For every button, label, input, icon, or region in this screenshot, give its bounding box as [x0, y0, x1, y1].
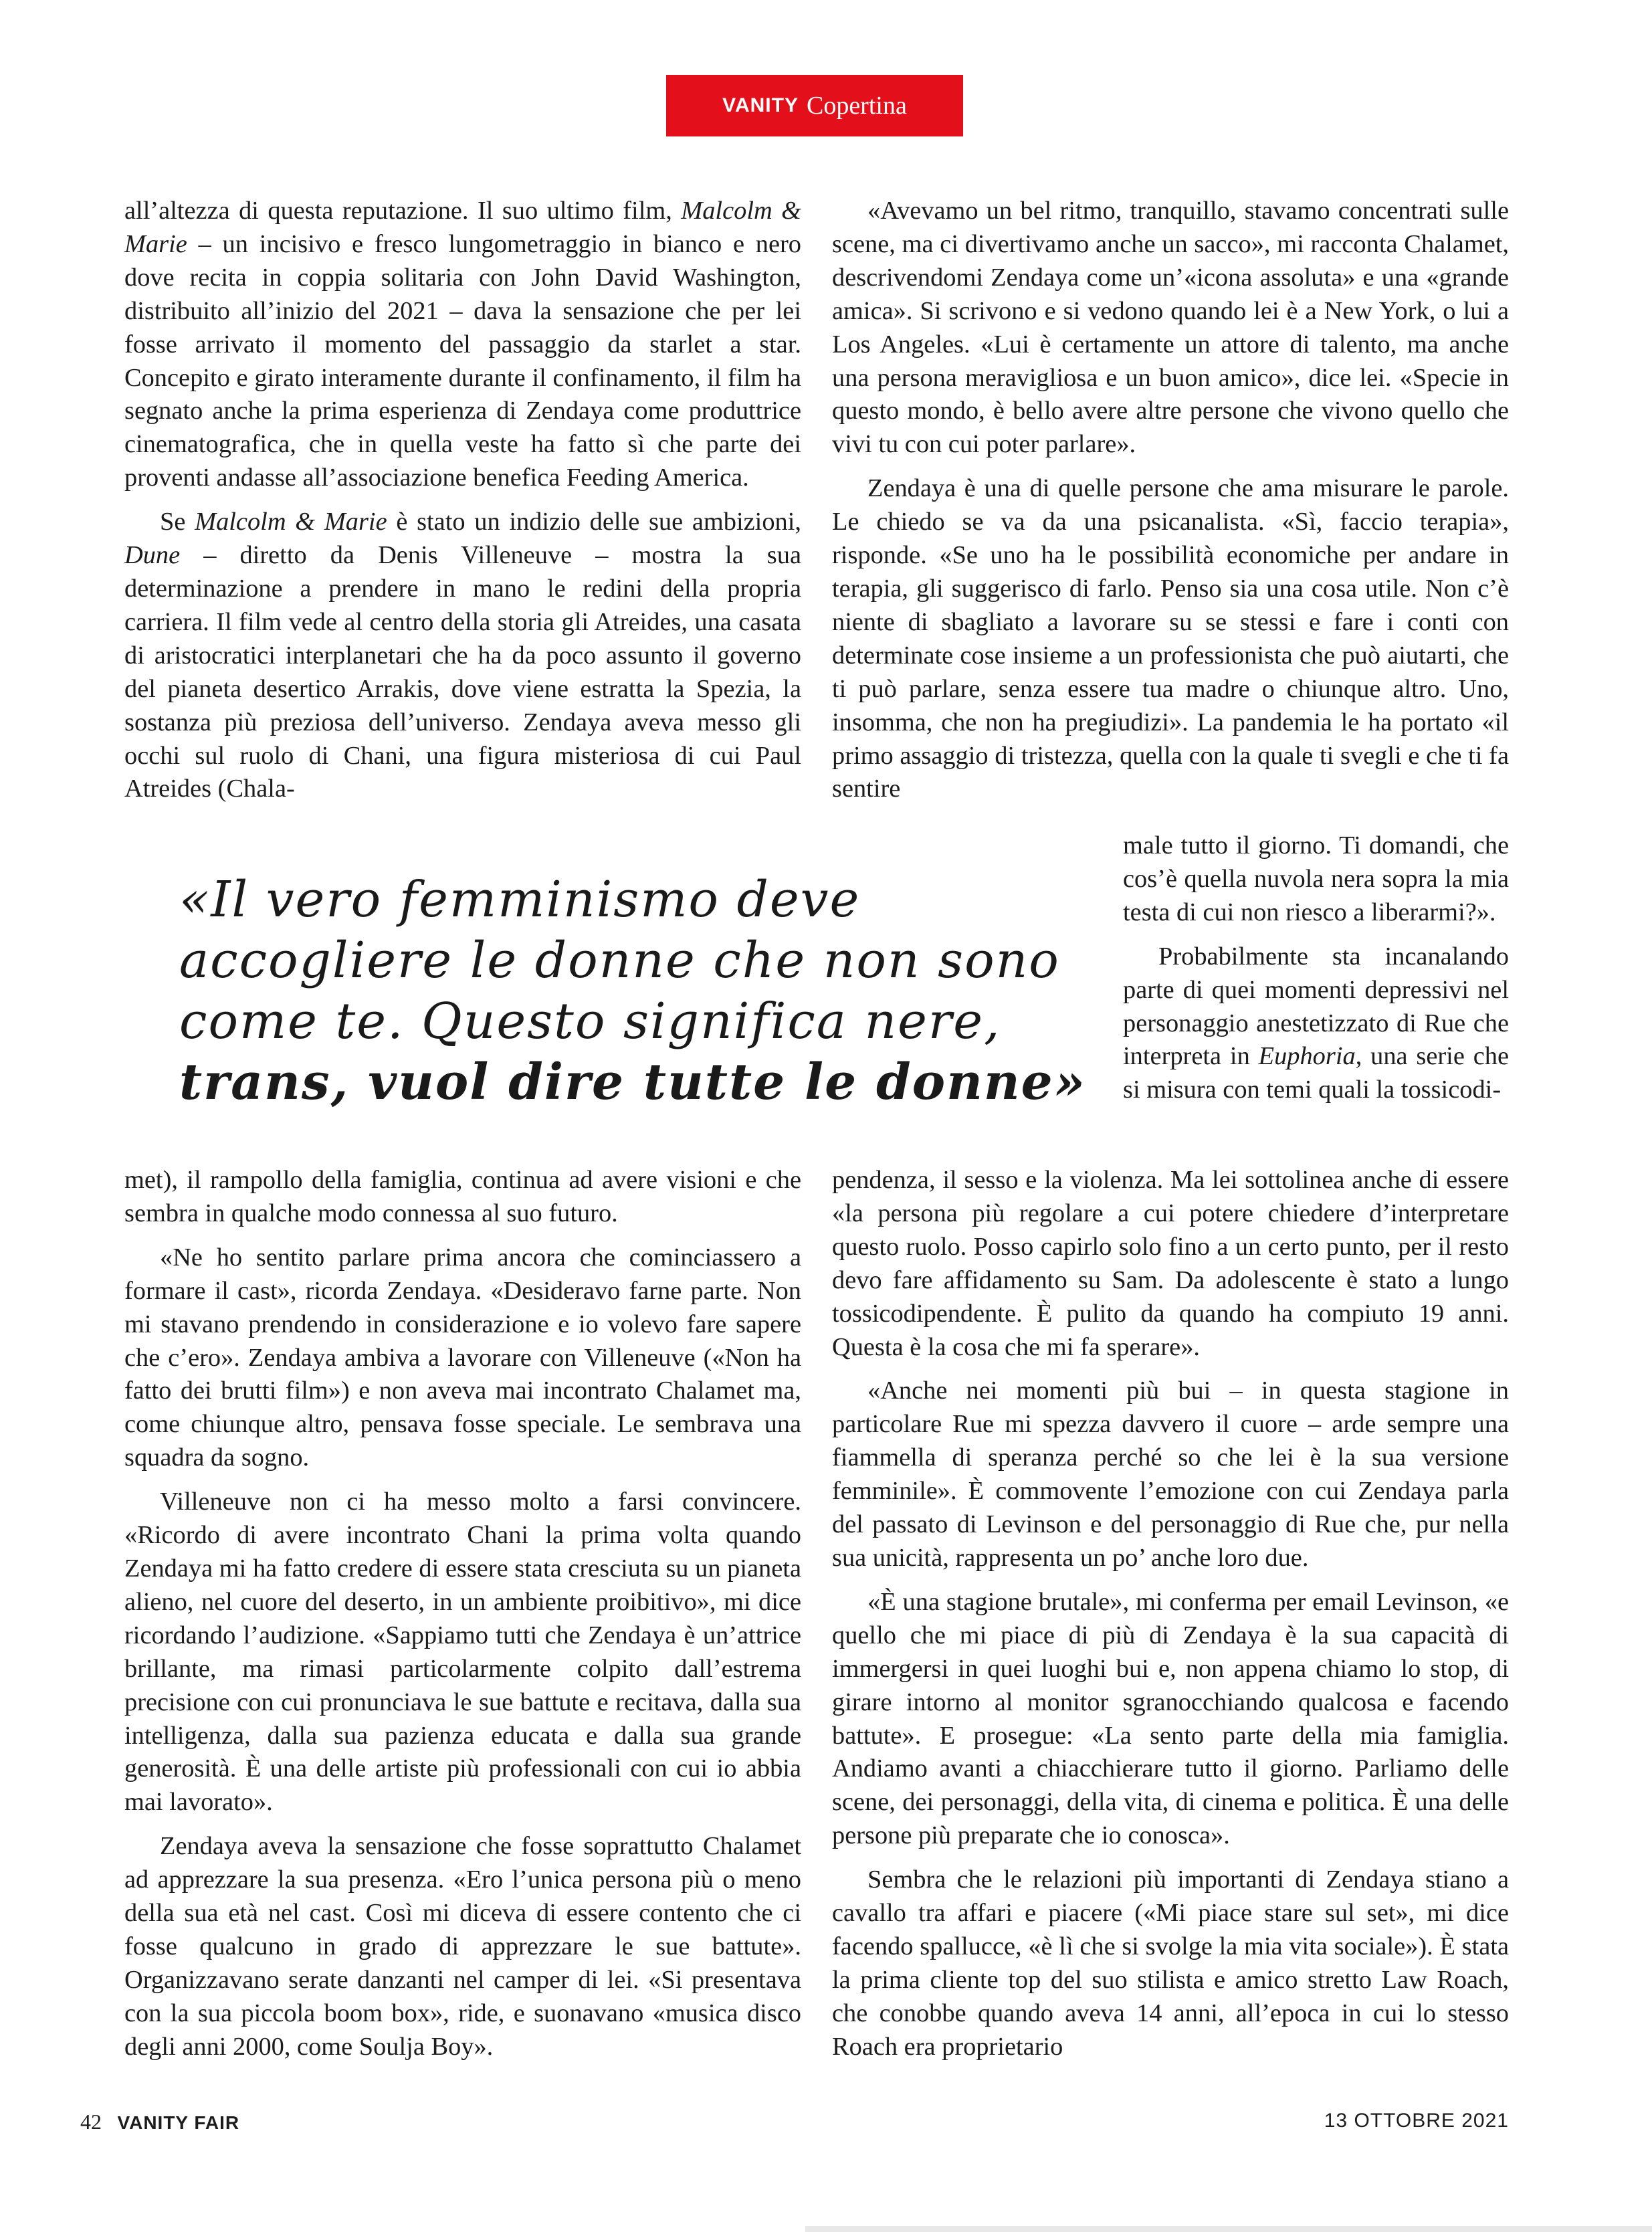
- pull-quote-line: come te. Questo significa nere,: [179, 993, 1001, 1050]
- page-number: 42: [80, 2110, 102, 2134]
- section-brand: VANITY: [722, 94, 799, 116]
- article-paragraph: met), il rampollo della famiglia, continua ad avere visioni e che sembra in qualche modo connessa al suo futuro.: [124, 1166, 801, 1227]
- article-paragraph: Probabilmente sta incanalando parte di quei momenti depressivi nel personaggio anestetizzato di Rue che interpreta in Euphoria, una serie che si misura con temi quali la tossicodi-: [1123, 942, 1509, 1104]
- article-paragraph: «È una stagione brutale», mi conferma per email Levinson, «e quello che mi piace di più di Zendaya è la sua capacità di immergersi in quei luoghi bui e, non appena chiamo lo stop, di girare intorno al monitor sgranocchiando qualcosa e facendo battute». E prosegue: «La sento parte della mia famiglia. Andiamo avanti a chiacchierare tutto il giorno. Parliamo delle scene, dei personaggi, della vita, di cinema e politica. È una delle persone più preparate che io conosca».: [832, 1587, 1509, 1850]
- issue-date: 13 OTTOBRE 2021: [1324, 2110, 1509, 2132]
- article-paragraph: «Avevamo un bel ritmo, tranquillo, stavamo concentrati sulle scene, ma ci divertivamo anche un sacco», mi racconta Chalamet, descrivendomi Zendaya come un’«icona assoluta» e una «grande amica». Si scrivono e si vedono quando lei è a New York, o lui a Los Angeles. «Lui è certamente un attore di talento, ma anche una persona meravigliosa e un buon amico», dice lei. «Specie in questo mondo, è bello avere altre persone che vivono quello che vivi tu con cui poter parlare».: [832, 197, 1509, 459]
- footer-left: [80, 2110, 239, 2134]
- article-paragraph: Se Malcolm & Marie è stato un indizio delle sue ambizioni, Dune – diretto da Denis Villeneuve – mostra la sua determinazione a prendere in mano le redini della propria carriera. Il film vede al centro della storia gli Atreides, una casata di aristocratici interplanetari che ha da poco assunto il governo del pianeta desertico Arrakis, dove viene estratta la Spezia, la sostanza più preziosa dell’universo. Zendaya aveva messo gli occhi sul ruolo di Chani, una figura misteriosa di cui Paul Atreides (Chala-: [124, 508, 801, 803]
- bottom-divider: [805, 2226, 1652, 2232]
- section-tag: [666, 75, 963, 136]
- article-paragraph: male tutto il giorno. Ti domandi, che cos’è quella nuvola nera sopra la mia testa di cui non riesco a liberarmi?».: [1123, 831, 1509, 926]
- article-column-right-narrow: [1123, 829, 1509, 1107]
- article-paragraph: pendenza, il sesso e la violenza. Ma lei sottolinea anche di essere «la persona più regolare a cui potere chiedere d’interpretare questo ruolo. Posso capirlo solo fino a un certo punto, per il resto devo fare affidamento su Sam. Da adolescente è stato a lungo tossicodipendente. È pulito da quando ha compiuto 19 anni. Questa è la cosa che mi fa sperare».: [832, 1166, 1509, 1361]
- article-paragraph: «Ne ho sentito parlare prima ancora che cominciassero a formare il cast», ricorda Zendaya. «Desideravo farne parte. Non mi stavano prendendo in considerazione e io volevo fare sapere che c’ero». Zendaya ambiva a lavorare con Villeneuve («Non ha fatto dei brutti film») e non aveva mai incontrato Chalamet ma, come chiunque altro, pensava fosse speciale. Le sembrava una squadra da sogno.: [124, 1243, 801, 1472]
- article-paragraph: «Anche nei momenti più bui – in questa stagione in particolare Rue mi spezza davvero il cuore – arde sempre una fiammella di speranza perché so che lei è la sua versione femminile». È commovente l’emozione con cui Zendaya parla del passato di Levinson e del personaggio di Rue che, pur nella sua unicità, rappresenta un po’ anche loro due.: [832, 1377, 1509, 1572]
- pull-quote-line: «Il vero femminismo deve: [179, 871, 861, 928]
- article-paragraph: Villeneuve non ci ha messo molto a farsi convincere. «Ricordo di avere incontrato Chani la prima volta quando Zendaya mi ha fatto credere di essere stata cresciuta su un pianeta alieno, nel cuore del deserto, in un ambiente proibitivo», mi dice ricordando l’audizione. «Sappiamo tutti che Zendaya è un’attrice brillante, ma rimasi particolarmente colpito dall’estrema precisione con cui pronunciava le sue battute e recitava, dalla sua intelligenza, dalla sua pazienza educata e dalla sua grande generosità. È una delle artiste più professionali con cui io abbia mai lavorato».: [124, 1488, 801, 1817]
- article-paragraph: Zendaya è una di quelle persone che ama misurare le parole. Le chiedo se va da una psicanalista. «Sì, faccio terapia», risponde. «Se uno ha le possibilità economiche per andare in terapia, gli suggerisco di farlo. Penso sia una cosa utile. Non c’è niente di sbagliato a lavorare su se stessi e fare i conti con determinate cose insieme a un professionista che può aiutarti, che ti può parlare, senza essere tua madre o chiunque altro. Uno, insomma, che non ha pregiudizi». La pandemia le ha portato «il primo assaggio di tristezza, quella con la quale ti svegli e che ti fa sentire: [832, 474, 1509, 803]
- article-paragraph: Zendaya aveva la sensazione che fosse soprattutto Chalamet ad apprezzare la sua presenza. «Ero l’unica persona più o meno della sua età nel cast. Così mi diceva di essere contento che ci fosse qualcuno in grado di apprezzare le sue battute». Organizzavano serate danzanti nel camper di lei. «Si presentava con la sua piccola boom box», ride, e suonavano «musica disco degli anni 2000, come Soulja Boy».: [124, 1832, 801, 2061]
- article-column-left-top: [124, 195, 801, 806]
- article-column-left-bottom: [124, 1164, 801, 2064]
- article-column-right-top: [832, 195, 1509, 806]
- title-italic: Dune: [124, 541, 181, 570]
- article-column-right-bottom: [832, 1164, 1509, 2064]
- title-italic: Malcolm & Marie: [124, 197, 801, 258]
- article-paragraph: all’altezza di questa reputazione. Il suo ultimo film, Malcolm & Marie – un incisivo e fresco lungometraggio in bianco e nero dove recita in coppia solitaria con John David Washington, distribuito all’inizio del 2021 – dava la sensazione che per lei fosse arrivato il momento del passaggio da starlet a star. Concepito e girato interamente durante il confinamento, il film ha segnato anche la prima esperienza di Zendaya come produttrice cinematografica, che in quella veste ha fatto sì che parte dei proventi andasse all’associazione benefica Feeding America.: [124, 197, 801, 492]
- title-italic: Euphoria: [1258, 1042, 1356, 1071]
- magazine-name: VANITY FAIR: [117, 2112, 240, 2133]
- article-paragraph: Sembra che le relazioni più importanti di Zendaya stiano a cavallo tra affari e piacere («Mi piace stare sul set», mi dice facendo spallucce, «è lì che si svolge la mia vita sociale»). È stata la prima cliente top del suo stilista e amico stretto Law Roach, che conobbe quando aveva 14 anni, all’epoca in cui lo stesso Roach era proprietario: [832, 1865, 1509, 2061]
- section-name: Copertina: [806, 92, 907, 120]
- pull-quote-line: accogliere le donne che non sono: [179, 932, 1060, 989]
- title-italic: Malcolm & Marie: [195, 508, 387, 536]
- pull-quote: [179, 870, 1102, 1113]
- pull-quote-line: trans, vuol dire tutte le donne»: [179, 1053, 1087, 1111]
